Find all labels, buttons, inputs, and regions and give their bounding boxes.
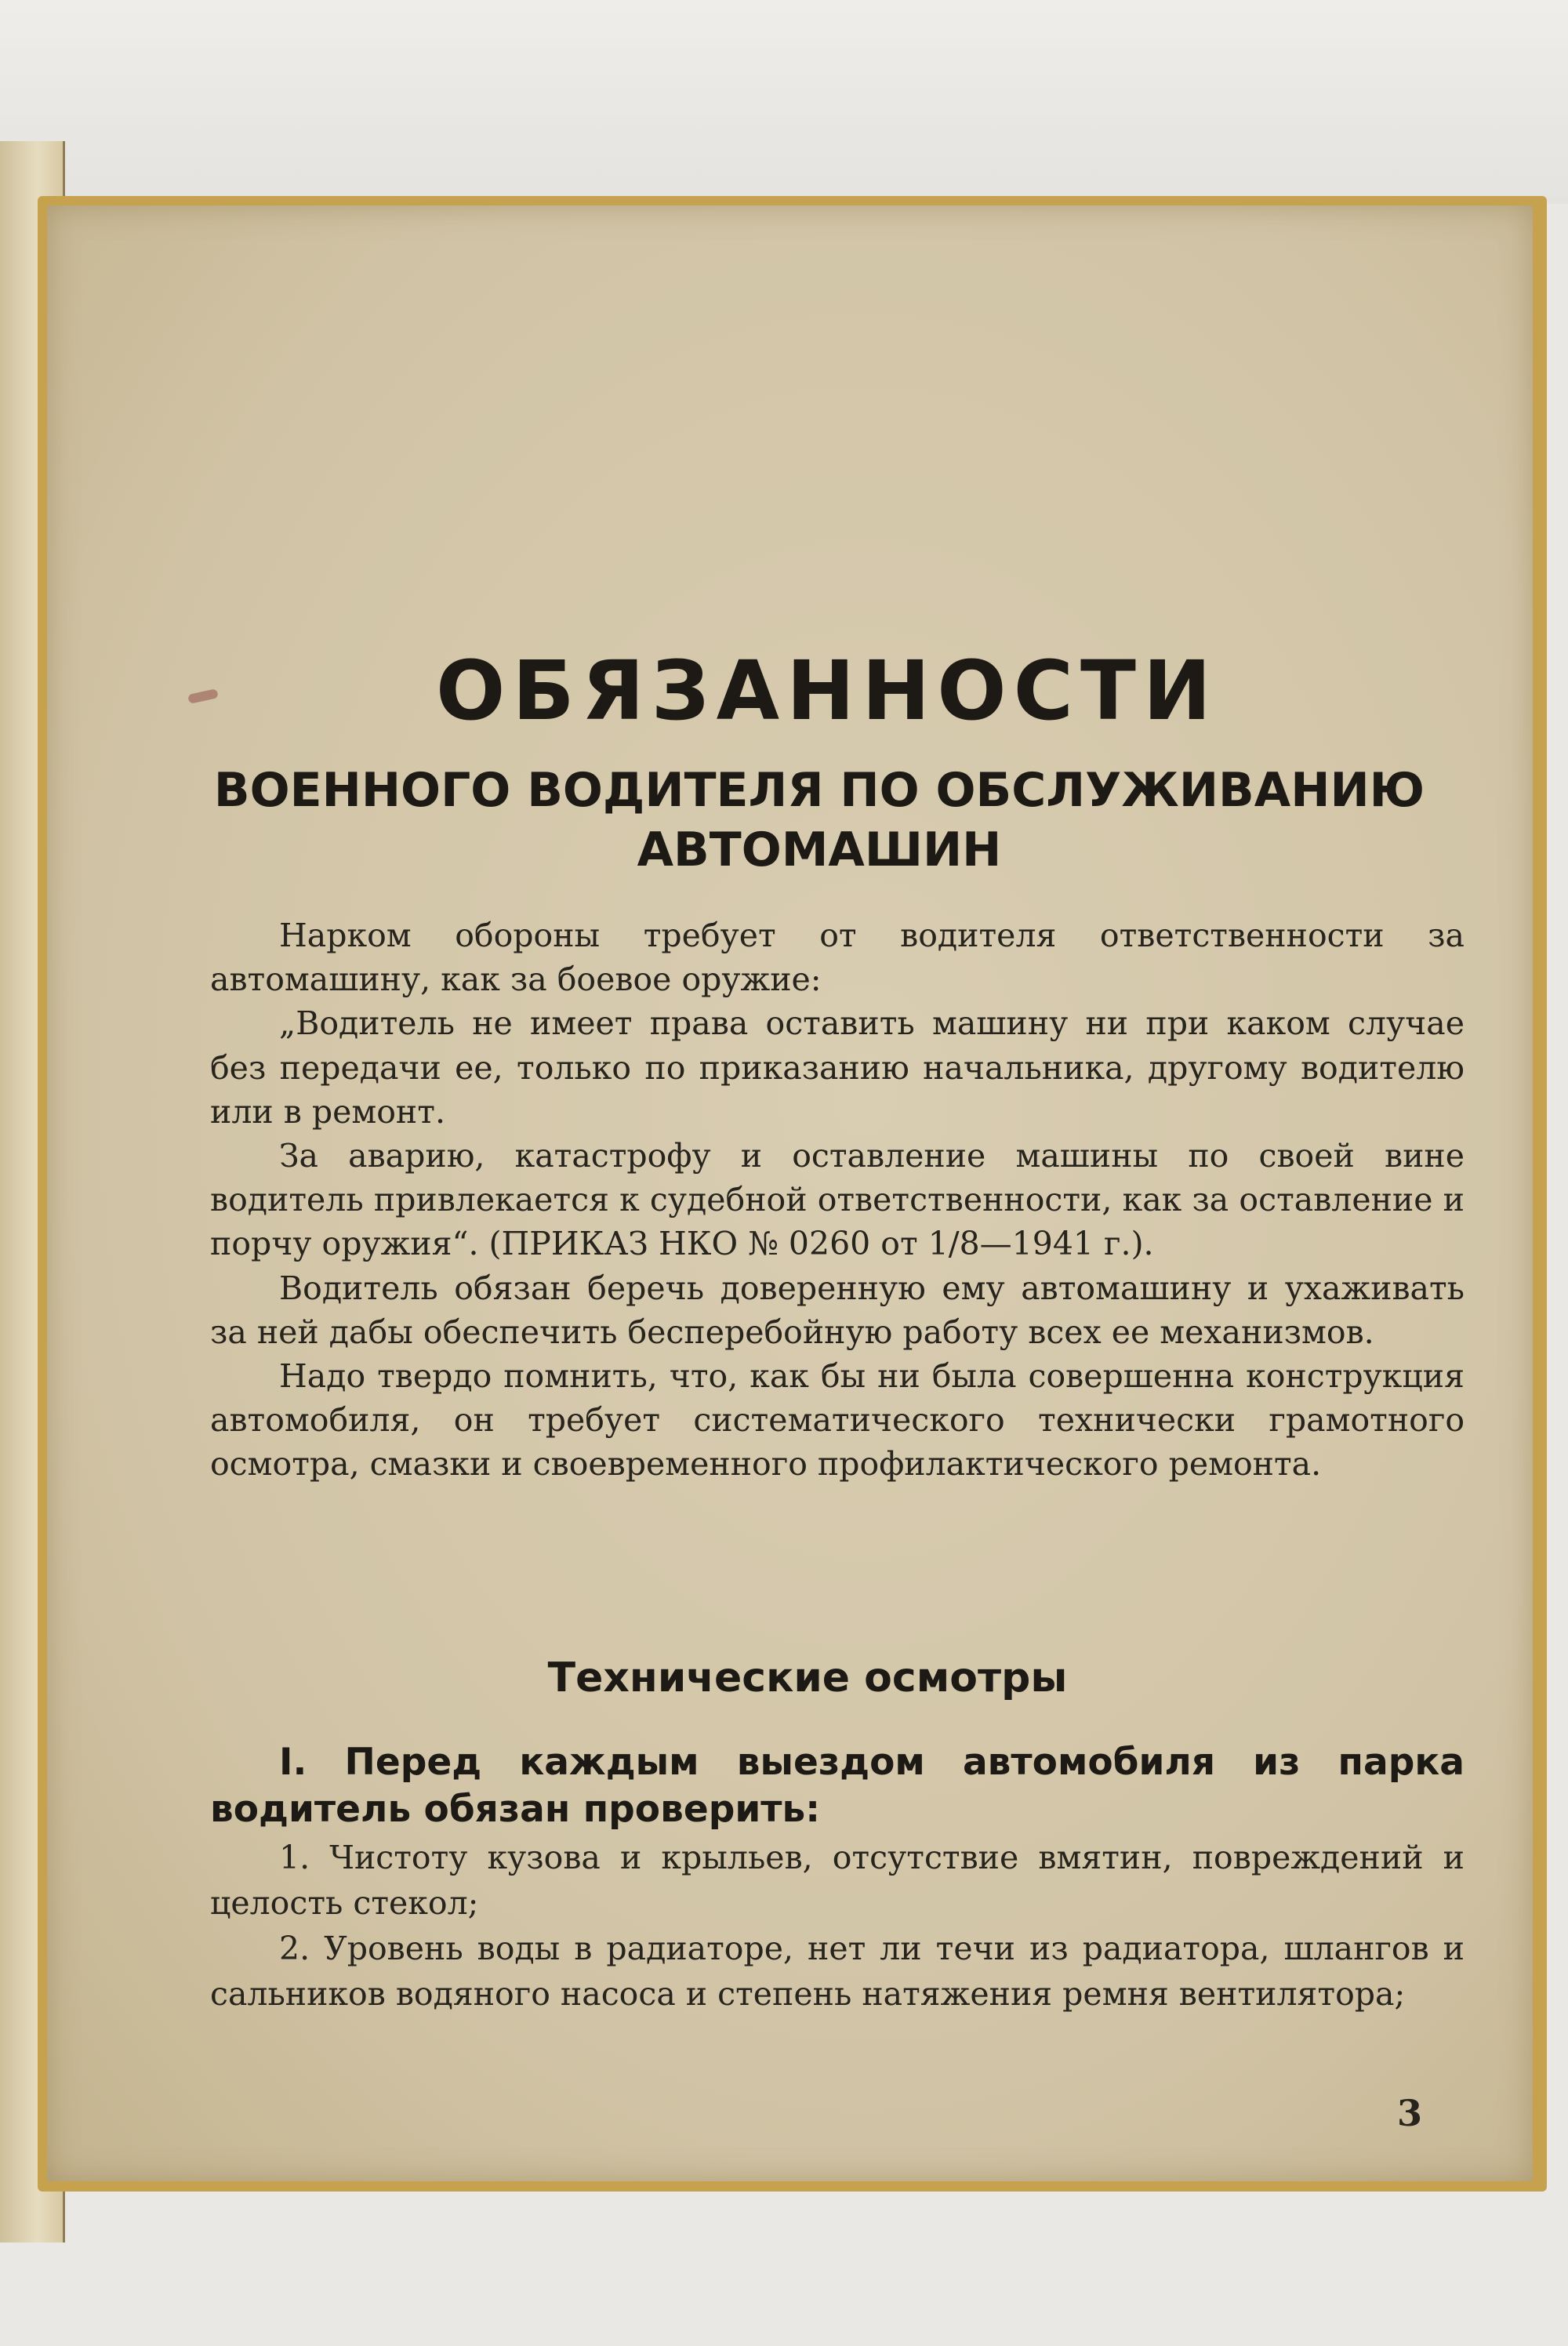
paragraph: За аварию, катастрофу и оставление машины по своей вине водитель привлекается к судебной ответственности, как за оставление и порчу оружия“. (ПРИКАЗ НКО № 0260 от 1/8—1941 г.). [210,1137,1465,1263]
section-heading: Технические осмотры [547,1654,1068,1701]
paragraph: Нарком обороны требует от водителя ответственности за автомашину, как за боевое оружие: [210,917,1465,999]
page-number: 3 [1397,2092,1423,2134]
checklist [210,1835,1465,2017]
paragraph: „Водитель не имеет права оставить машину ни при каком случае без передачи ее, только по приказанию начальника, другому водителю или в ремонт. [210,1004,1465,1131]
list-item: 2. Уровень воды в радиаторе, нет ли течи из радиатора, шлангов и сальников водяного насоса и степень натяжения ремня вентилятора; [210,1930,1465,2013]
paragraph: Надо твердо помнить, что, как бы ни была совершенна конструкция автомобиля, он требует систематического технически грамотного осмотра, смазки и своевременного профилактического ремонта. [210,1357,1465,1484]
list-item: 1. Чистоту кузова и крыльев, отсутствие вмятин, повреждений и целость стекол; [210,1839,1465,1922]
background [0,0,1568,204]
page-title: ОБЯЗАННОСТИ [436,643,1218,739]
body-text [210,913,1465,1487]
checklist-heading: I. Перед каждым выездом автомобиля из парка водитель обязан проверить: [210,1741,1465,1831]
page-subtitle: ВОЕННОГО ВОДИТЕЛЯ ПО ОБСЛУЖИВАНИЮ АВТОМАШИН [213,763,1425,877]
paragraph: Водитель обязан беречь доверенную ему автомашину и ухаживать за ней дабы обеспечить бесперебойную работу всех ее механизмов. [210,1269,1465,1351]
